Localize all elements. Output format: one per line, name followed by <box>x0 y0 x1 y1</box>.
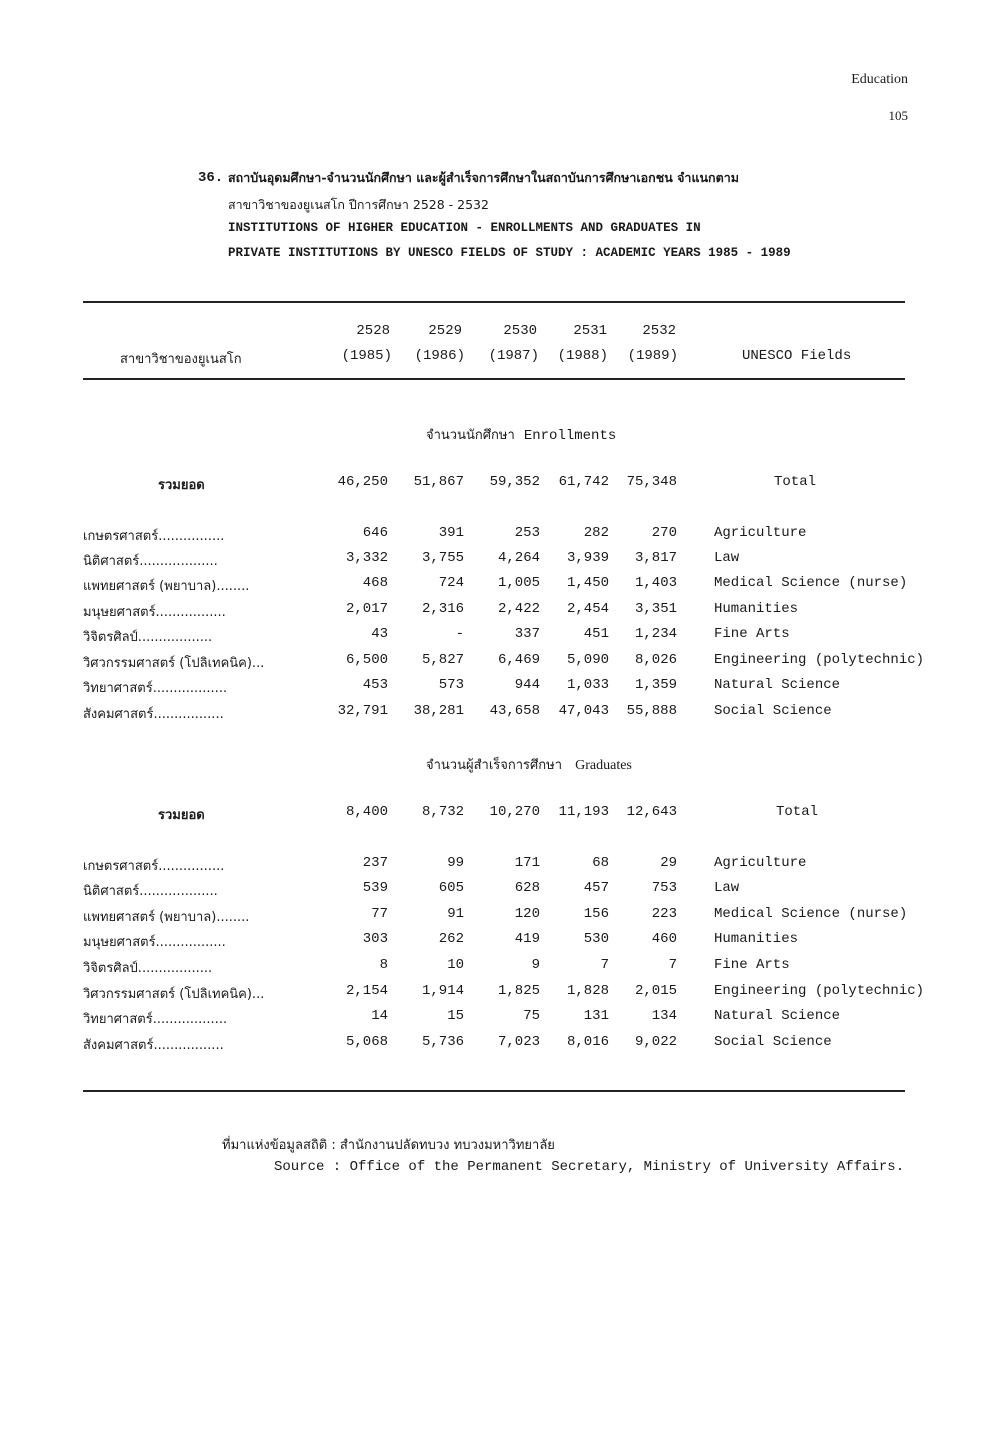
row-label-thai: นิติศาสตร์................... <box>83 884 218 899</box>
cell-value: 1,005 <box>497 575 540 591</box>
cell-value: 131 <box>583 1008 609 1024</box>
cell-value: 282 <box>583 525 609 541</box>
cell-value: 2,015 <box>634 983 677 999</box>
title-english-line2: PRIVATE INSTITUTIONS BY UNESCO FIELDS OF STUDY : ACADEMIC YEARS 1985 - 1989 <box>228 246 791 260</box>
cell-value: 237 <box>362 855 388 871</box>
total-label-thai: รวมยอด <box>158 478 205 493</box>
row-label-eng: Engineering (polytechnic) <box>714 983 925 999</box>
cell-value: 646 <box>362 525 388 541</box>
row-label-thai: สังคมศาสตร์................. <box>83 707 224 722</box>
cell-value: 3,817 <box>634 550 677 566</box>
running-header-section: Education <box>851 72 908 87</box>
cell-value: 530 <box>583 931 609 947</box>
cell-value: 253 <box>514 525 540 541</box>
cell-value: 6,469 <box>497 652 540 668</box>
cell-value: 2,154 <box>345 983 388 999</box>
header-thai-fields: สาขาวิชาของยูเนสโก <box>120 352 242 367</box>
cell-value: 91 <box>447 906 464 922</box>
row-label-thai: เกษตรศาสตร์................ <box>83 859 225 874</box>
top-rule <box>83 301 905 303</box>
cell-value: 77 <box>371 906 388 922</box>
row-label-thai: มนุษยศาสตร์................. <box>83 605 226 620</box>
cell-value: 451 <box>583 626 609 642</box>
enrollments-heading-eng: Enrollments <box>523 428 617 444</box>
row-label-thai: วิทยาศาสตร์.................. <box>83 1012 228 1027</box>
row-label-eng: Fine Arts <box>714 957 790 973</box>
row-label-eng: Natural Science <box>714 1008 841 1024</box>
cell-value: 337 <box>514 626 540 642</box>
total-value: 10,270 <box>489 804 540 820</box>
cell-value: 2,316 <box>421 601 464 617</box>
enrollments-heading <box>426 424 616 445</box>
title-thai-line1: สถาบันอุดมศึกษา-จำนวนนักศึกษา และผู้สำเร็จการศึกษาในสถาบันการศึกษาเอกชน จำแนกตาม <box>228 170 739 185</box>
cell-value: 55,888 <box>626 703 677 719</box>
cell-value: 628 <box>514 880 540 896</box>
header-year-ce: (1988) <box>557 348 608 364</box>
row-label-thai: แพทยศาสตร์ (พยาบาล)........ <box>83 579 250 594</box>
cell-value: 1,359 <box>634 677 677 693</box>
cell-value: 15 <box>447 1008 464 1024</box>
cell-value: 3,755 <box>421 550 464 566</box>
header-year-ce: (1985) <box>341 348 392 364</box>
cell-value: 1,825 <box>497 983 540 999</box>
header-year-ce: (1989) <box>627 348 678 364</box>
row-label-eng: Humanities <box>714 601 799 617</box>
table-number: 36. <box>198 170 224 186</box>
cell-value: 9 <box>531 957 540 973</box>
row-label-thai: เกษตรศาสตร์................ <box>83 529 225 544</box>
cell-value: 1,234 <box>634 626 677 642</box>
row-label-thai: วิจิตรศิลป์.................. <box>83 961 213 976</box>
cell-value: 14 <box>371 1008 388 1024</box>
cell-value: 270 <box>651 525 677 541</box>
total-value: 8,732 <box>421 804 464 820</box>
cell-value: 262 <box>438 931 464 947</box>
row-label-eng: Agriculture <box>714 525 807 541</box>
cell-value: 457 <box>583 880 609 896</box>
row-label-eng: Social Science <box>714 703 832 719</box>
total-value: 11,193 <box>558 804 609 820</box>
graduates-heading-thai: จำนวนผู้สำเร็จการศึกษา <box>426 758 563 773</box>
cell-value: 8,016 <box>566 1034 609 1050</box>
cell-value: 171 <box>514 855 540 871</box>
header-year-be: 2531 <box>573 323 607 339</box>
cell-value: 7 <box>668 957 677 973</box>
row-label-thai: วิศวกรรมศาสตร์ (โปลิเทคนิค)... <box>83 656 265 671</box>
cell-value: 9,022 <box>634 1034 677 1050</box>
total-value: 61,742 <box>558 474 609 490</box>
total-value: 46,250 <box>337 474 388 490</box>
cell-value: 573 <box>438 677 464 693</box>
cell-value: 7 <box>600 957 609 973</box>
header-unesco-fields: UNESCO Fields <box>742 348 852 364</box>
header-year-be: 2530 <box>503 323 537 339</box>
cell-value: 75 <box>523 1008 540 1024</box>
total-value: 51,867 <box>413 474 464 490</box>
cell-value: 5,736 <box>421 1034 464 1050</box>
cell-value: 6,500 <box>345 652 388 668</box>
cell-value: 3,332 <box>345 550 388 566</box>
row-label-eng: Medical Science (nurse) <box>714 575 908 591</box>
row-label-thai: แพทยศาสตร์ (พยาบาล)........ <box>83 910 250 925</box>
cell-value: 223 <box>651 906 677 922</box>
total-label-eng: Total <box>776 804 819 820</box>
graduates-heading-eng: Graduates <box>575 758 632 773</box>
total-value: 12,643 <box>626 804 677 820</box>
cell-value: 43,658 <box>489 703 540 719</box>
row-label-eng: Social Science <box>714 1034 832 1050</box>
cell-value: 2,454 <box>566 601 609 617</box>
title-thai-line2: สาขาวิชาของยูเนสโก ปีการศึกษา 2528 - 2532 <box>228 197 489 212</box>
graduates-heading <box>426 754 632 775</box>
cell-value: 468 <box>362 575 388 591</box>
row-label-thai: มนุษยศาสตร์................. <box>83 935 226 950</box>
header-year-ce: (1986) <box>414 348 465 364</box>
total-value: 59,352 <box>489 474 540 490</box>
cell-value: 4,264 <box>497 550 540 566</box>
source-thai: ที่มาแห่งข้อมูลสถิติ : สำนักงานปลัดทบวง ทบวงมหาวิทยาลัย <box>222 1138 555 1153</box>
row-label-eng: Engineering (polytechnic) <box>714 652 925 668</box>
cell-value: 2,017 <box>345 601 388 617</box>
cell-value: 539 <box>362 880 388 896</box>
total-value: 75,348 <box>626 474 677 490</box>
cell-value: 5,090 <box>566 652 609 668</box>
cell-value: 43 <box>371 626 388 642</box>
total-value: 8,400 <box>345 804 388 820</box>
title-english-line1: INSTITUTIONS OF HIGHER EDUCATION - ENROLLMENTS AND GRADUATES IN <box>228 221 701 235</box>
source-english: Source : Office of the Permanent Secretary, Ministry of University Affairs. <box>274 1159 905 1175</box>
header-bottom-rule <box>83 378 905 380</box>
row-label-thai: สังคมศาสตร์................. <box>83 1038 224 1053</box>
cell-value: 47,043 <box>558 703 609 719</box>
cell-value: 460 <box>651 931 677 947</box>
cell-value: 29 <box>660 855 677 871</box>
cell-value: 753 <box>651 880 677 896</box>
cell-value: 10 <box>447 957 464 973</box>
header-year-be: 2529 <box>428 323 462 339</box>
cell-value: - <box>455 626 464 642</box>
row-label-eng: Natural Science <box>714 677 841 693</box>
cell-value: 120 <box>514 906 540 922</box>
cell-value: 3,351 <box>634 601 677 617</box>
row-label-thai: วิจิตรศิลป์.................. <box>83 630 213 645</box>
header-year-be: 2532 <box>642 323 676 339</box>
cell-value: 303 <box>362 931 388 947</box>
total-label-eng: Total <box>774 474 817 490</box>
cell-value: 7,023 <box>497 1034 540 1050</box>
cell-value: 99 <box>447 855 464 871</box>
cell-value: 5,068 <box>345 1034 388 1050</box>
row-label-eng: Agriculture <box>714 855 807 871</box>
cell-value: 8,026 <box>634 652 677 668</box>
cell-value: 1,828 <box>566 983 609 999</box>
cell-value: 32,791 <box>337 703 388 719</box>
cell-value: 1,914 <box>421 983 464 999</box>
row-label-eng: Medical Science (nurse) <box>714 906 908 922</box>
row-label-eng: Fine Arts <box>714 626 790 642</box>
enrollments-heading-thai: จำนวนนักศึกษา <box>426 428 515 443</box>
cell-value: 724 <box>438 575 464 591</box>
cell-value: 605 <box>438 880 464 896</box>
page-number: 105 <box>888 108 908 123</box>
cell-value: 8 <box>379 957 388 973</box>
cell-value: 2,422 <box>497 601 540 617</box>
row-label-thai: วิทยาศาสตร์.................. <box>83 681 228 696</box>
cell-value: 3,939 <box>566 550 609 566</box>
cell-value: 5,827 <box>421 652 464 668</box>
cell-value: 156 <box>583 906 609 922</box>
cell-value: 391 <box>438 525 464 541</box>
cell-value: 944 <box>514 677 540 693</box>
cell-value: 134 <box>651 1008 677 1024</box>
row-label-eng: Humanities <box>714 931 799 947</box>
bottom-rule <box>83 1090 905 1092</box>
row-label-thai: วิศวกรรมศาสตร์ (โปลิเทคนิค)... <box>83 987 265 1002</box>
row-label-thai: นิติศาสตร์................... <box>83 554 218 569</box>
cell-value: 1,033 <box>566 677 609 693</box>
cell-value: 1,450 <box>566 575 609 591</box>
cell-value: 419 <box>514 931 540 947</box>
header-year-ce: (1987) <box>488 348 539 364</box>
header-year-be: 2528 <box>356 323 390 339</box>
cell-value: 38,281 <box>413 703 464 719</box>
total-label-thai: รวมยอด <box>158 808 205 823</box>
cell-value: 1,403 <box>634 575 677 591</box>
row-label-eng: Law <box>714 880 740 896</box>
cell-value: 453 <box>362 677 388 693</box>
row-label-eng: Law <box>714 550 740 566</box>
cell-value: 68 <box>592 855 609 871</box>
